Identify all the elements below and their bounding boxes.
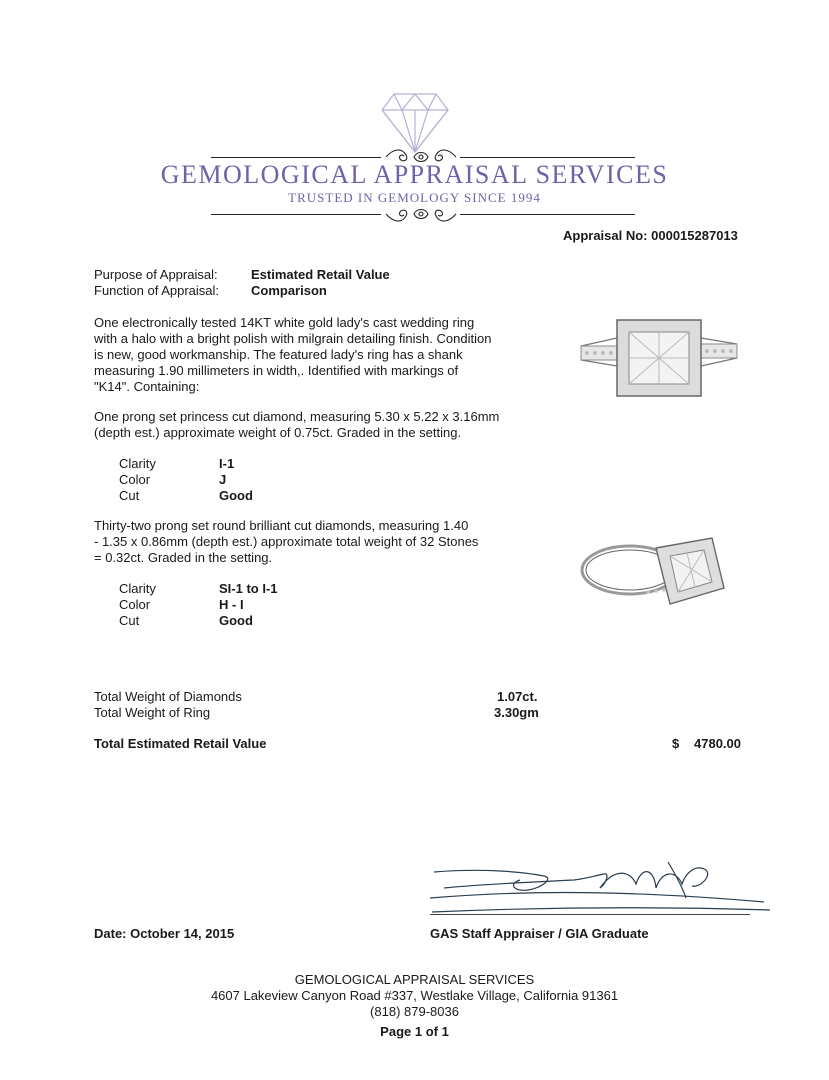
grade-value: Good: [219, 613, 253, 628]
grade-label: Color: [119, 597, 151, 612]
grade-value: H - I: [219, 597, 244, 612]
description-line: with a halo with a bright polish with milgrain detailing finish. Condition: [94, 331, 492, 346]
total-ring-weight-value: 3.30gm: [494, 705, 539, 720]
description-line: "K14". Containing:: [94, 379, 200, 394]
center-stone-description: [94, 409, 554, 441]
appraisal-number: Appraisal No: 000015287013: [563, 228, 738, 243]
stone-line: - 1.35 x 0.86mm (depth est.) approximate total weight of 32 Stones: [94, 534, 479, 549]
ring-photo-angled-view: [578, 528, 728, 612]
total-diamond-weight-label: Total Weight of Diamonds: [94, 689, 242, 704]
function-value: Comparison: [251, 283, 327, 298]
grade-label: Color: [119, 472, 151, 487]
flourish-ornament-icon: [384, 203, 458, 225]
appraiser-title: GAS Staff Appraiser / GIA Graduate: [430, 926, 649, 941]
grade-value: SI-1 to I-1: [219, 581, 278, 596]
header-bottom-rule: [460, 214, 635, 215]
grade-label: Cut: [119, 613, 140, 628]
brand-title: GEMOLOGICAL APPRAISAL SERVICES: [160, 160, 669, 189]
appraisal-date: Date: October 14, 2015: [94, 926, 235, 941]
grade-value: I-1: [219, 456, 235, 471]
grade-label: Clarity: [119, 581, 156, 596]
footer-phone: (818) 879-8036: [370, 1004, 459, 1019]
grade-label: Cut: [119, 488, 140, 503]
description-line: One electronically tested 14KT white gold lady's cast wedding ring: [94, 315, 475, 330]
stone-line: (depth est.) approximate weight of 0.75ct. Graded in the setting.: [94, 425, 462, 440]
grade-label: Clarity: [119, 456, 156, 471]
signature-line: [430, 914, 750, 915]
function-label: Function of Appraisal:: [94, 283, 220, 298]
purpose-label: Purpose of Appraisal:: [94, 267, 218, 282]
stone-line: Thirty-two prong set round brilliant cut diamonds, measuring 1.40: [94, 518, 469, 533]
purpose-value: Estimated Retail Value: [251, 267, 390, 282]
total-retail-value: 4780.00: [694, 736, 741, 751]
halo-stones-description: [94, 518, 514, 566]
stone-line: = 0.32ct. Graded in the setting.: [94, 550, 273, 565]
header-top-rule: [211, 157, 381, 158]
description-line: measuring 1.90 millimeters in width,. Identified with markings of: [94, 363, 459, 378]
stone-line: One prong set princess cut diamond, measuring 5.30 x 5.22 x 3.16mm: [94, 409, 500, 424]
description-line: is new, good workmanship. The featured lady's ring has a shank: [94, 347, 463, 362]
diamond-logo-icon: [380, 92, 450, 154]
page-number: Page 1 of 1: [380, 1024, 449, 1039]
currency-symbol: $: [672, 736, 680, 751]
grade-value: J: [219, 472, 227, 487]
appraiser-signature: [424, 858, 774, 918]
header-top-rule: [460, 157, 635, 158]
total-diamond-weight-value: 1.07ct.: [497, 689, 538, 704]
footer-address: 4607 Lakeview Canyon Road #337, Westlake Village, California 91361: [210, 988, 619, 1003]
ring-description: [94, 315, 524, 395]
ring-photo-top-view: [577, 316, 741, 400]
header-bottom-rule: [211, 214, 381, 215]
brand-tagline: TRUSTED IN GEMOLOGY SINCE 1994: [288, 190, 541, 205]
grade-value: Good: [219, 488, 253, 503]
footer-company: GEMOLOGICAL APPRAISAL SERVICES: [294, 972, 535, 987]
total-retail-value-label: Total Estimated Retail Value: [94, 736, 267, 751]
total-ring-weight-label: Total Weight of Ring: [94, 705, 211, 720]
